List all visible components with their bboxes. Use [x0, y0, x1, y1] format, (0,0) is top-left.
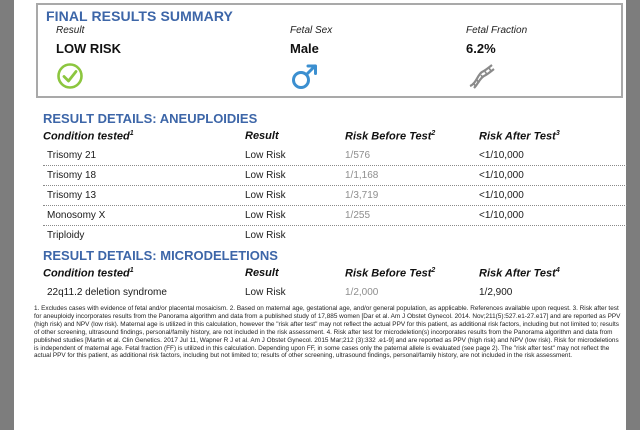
result-label: Result: [56, 25, 85, 36]
table-row: [43, 146, 627, 166]
header-condition: Condition tested$^1$: [43, 130, 134, 143]
header-result: Result: [245, 130, 279, 142]
aneuploidies-table: [43, 130, 627, 245]
microdeletions-title: RESULT DETAILS: MICRODELETIONS: [43, 248, 278, 263]
table-row: [43, 186, 627, 206]
risk-after-cell: <1/10,000: [479, 190, 524, 201]
result-cell: Low Risk: [245, 150, 286, 161]
footnotes: 1. Excludes cases with evidence of fetal and/or placental mosaicism. 2. Based on maternal age, gestational age, and/or general population, as applicable. References available upon request. 3. Risk after test for aneuploidy incorporates results from the Panorama algorithm and data from a published study of 17,885 women [Dar et al. Am J Obstet Gynecol. 2014. Nov;211(5):527.e1-27.e17] and are reported as PPV (high risk) and NPV (low risk). Maternal age is utilized in this calculation, however the "risk after test" may not reflect the actual PPV for this patient, as additional risk factors, including but not limited to; results of other screening, ultrasound findings, personal/family history, are not included in the risk assessment. 4. Risk after test for microdeletion(s) incorporates results from the Panorama algorithm and data from published studies [Martin et al. Clin Genetics. 2017 Jul 11, Wapner R J et al. Am J Obstet Gynecol. 2015 Mar;212 (3):332 .e1-9] and are reported as PPV (high risk) and NPV (low risk). Risk for microdeletions is independent of maternal age. Fetal fraction (FF) is utilized in this calculation. Depending upon FF, in some cases only the paternal allele is evaluated (see page 2). The "risk after test" may not reflect the actual PPV for this patient, as additional risk factors, including but not limited to; results of other screening, ultrasound findings, personal/family history, are not included in the risk assessment.: [34, 305, 621, 360]
final-results-summary: [36, 3, 623, 98]
header-risk-before: Risk Before Test$^2$: [345, 130, 436, 143]
risk-before-cell: 1/255: [345, 210, 371, 221]
fetal-sex-column: [290, 25, 332, 92]
risk-before-cell: 1/3,719: [345, 190, 379, 201]
risk-after-cell: <1/10,000: [479, 210, 524, 221]
condition-cell: Triploidy: [47, 230, 85, 241]
header-condition: Condition tested$^1$: [43, 267, 134, 280]
condition-cell: Trisomy 21: [47, 150, 97, 161]
risk-after-cell: <1/10,000: [479, 170, 524, 181]
table-row: [43, 166, 627, 186]
table-header: [43, 267, 627, 283]
risk-before-cell: 1/1,168: [345, 170, 379, 181]
condition-cell: Monosomy X: [47, 210, 106, 221]
header-risk-before: Risk Before Test$^2$: [345, 267, 436, 280]
dna-icon: [466, 62, 496, 90]
result-cell: Low Risk: [245, 210, 286, 221]
risk-before-cell: 1/2,000: [345, 287, 379, 298]
fetal-fraction-value: 6.2%: [466, 41, 496, 56]
header-risk-after: Risk After Test$^3$: [479, 130, 560, 143]
male-symbol-icon: [290, 62, 320, 92]
condition-cell: 22q11.2 deletion syndrome: [47, 287, 167, 298]
aneuploidies-title: RESULT DETAILS: ANEUPLOIDIES: [43, 111, 258, 126]
summary-title: FINAL RESULTS SUMMARY: [46, 8, 233, 24]
fetal-fraction-column: [466, 25, 527, 90]
risk-after-cell: <1/10,000: [479, 150, 524, 161]
result-column: [56, 25, 121, 90]
result-cell: Low Risk: [245, 170, 286, 181]
table-header: [43, 130, 627, 146]
microdeletions-table: [43, 267, 627, 302]
table-row: [43, 206, 627, 226]
report-page: [14, 0, 626, 430]
fetal-fraction-label: Fetal Fraction: [466, 25, 528, 36]
condition-cell: Trisomy 13: [47, 190, 97, 201]
header-risk-after: Risk After Test$^4$: [479, 267, 560, 280]
result-cell: Low Risk: [245, 230, 286, 241]
risk-before-cell: 1/576: [345, 150, 371, 161]
left-margin-bar: [0, 0, 14, 430]
check-circle-icon: [56, 62, 84, 90]
result-cell: Low Risk: [245, 287, 286, 298]
right-margin-bar: [626, 0, 640, 430]
table-row: [43, 283, 627, 302]
fetal-sex-label: Fetal Sex: [290, 25, 333, 36]
condition-cell: Trisomy 18: [47, 170, 97, 181]
table-row: [43, 226, 627, 245]
result-value: LOW RISK: [56, 41, 121, 56]
header-result: Result: [245, 267, 279, 279]
result-cell: Low Risk: [245, 190, 286, 201]
fetal-sex-value: Male: [290, 41, 319, 56]
risk-after-cell: 1/2,900: [479, 287, 513, 298]
